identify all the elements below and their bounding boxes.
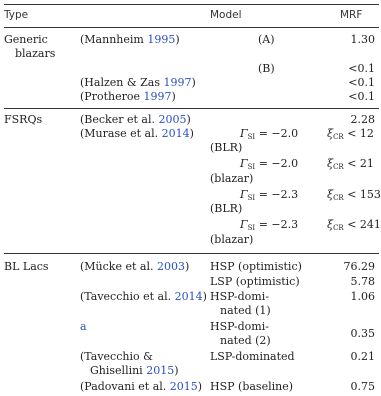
citation-link[interactable]: 1997 bbox=[163, 76, 192, 89]
xi-cr-value: $\xi_{CR} < 21$ bbox=[327, 157, 374, 171]
gamma-si-value: $\Gamma_{SI} = -2.0$ bbox=[240, 127, 299, 141]
reference: (Protheroe 1997) bbox=[80, 90, 176, 103]
gamma-si-value: $\Gamma_{SI} = -2.0$ bbox=[240, 157, 299, 171]
mrf-value: 0.21 bbox=[350, 350, 375, 363]
mrf-value: 1.06 bbox=[350, 290, 375, 303]
reference: (Padovani et al. 2015) bbox=[80, 380, 203, 393]
mrf-value: 5.78 bbox=[350, 275, 375, 288]
reference: (Mannheim 1995) bbox=[80, 33, 180, 46]
citation-link[interactable]: 2014 bbox=[161, 127, 190, 140]
citation-link[interactable]: 2015 bbox=[169, 380, 198, 393]
mrf-value: 2.28 bbox=[350, 113, 375, 126]
citation-link[interactable]: a bbox=[80, 320, 87, 333]
citation-link[interactable]: 1995 bbox=[147, 33, 176, 46]
model: HSP-domi- bbox=[210, 320, 269, 333]
model: LSP-dominated bbox=[210, 350, 295, 363]
model: HSP-domi- bbox=[210, 290, 269, 303]
xi-cr-value: $\xi_{CR} < 153$ bbox=[327, 188, 381, 202]
citation-link[interactable]: 2005 bbox=[158, 113, 187, 126]
model-cont: nated (1) bbox=[220, 304, 271, 317]
reference: (Tavecchio et al. 2014) bbox=[80, 290, 207, 303]
model: (B) bbox=[258, 62, 275, 75]
reference: (Mücke et al. 2003) bbox=[80, 260, 190, 273]
header-model: Model bbox=[210, 9, 242, 21]
type-label: FSRQs bbox=[4, 113, 43, 126]
type-label-cont: blazars bbox=[15, 47, 56, 60]
model-note: (blazar) bbox=[210, 172, 254, 185]
model-note: (BLR) bbox=[210, 141, 243, 154]
header-mrf: MRF bbox=[340, 9, 363, 21]
type-label: BL Lacs bbox=[4, 260, 49, 273]
mrf-value: <0.1 bbox=[348, 76, 375, 89]
citation-link[interactable]: 2003 bbox=[156, 260, 185, 273]
model: LSP (optimistic) bbox=[210, 275, 300, 288]
gamma-si-value: $\Gamma_{SI} = -2.3$ bbox=[240, 188, 299, 202]
reference: (Tavecchio & bbox=[80, 350, 153, 363]
type-label: Generic bbox=[4, 33, 48, 46]
reference: (Halzen & Zas 1997) bbox=[80, 76, 196, 89]
gamma-si-value: $\Gamma_{SI} = -2.3$ bbox=[240, 218, 299, 232]
mrf-value: 0.75 bbox=[350, 380, 375, 393]
section-rule bbox=[4, 253, 379, 254]
section-rule bbox=[4, 108, 379, 109]
xi-cr-value: $\xi_{CR} < 12$ bbox=[327, 127, 374, 141]
reference-cont: Ghisellini 2015) bbox=[90, 364, 179, 377]
reference: (Becker et al. 2005) bbox=[80, 113, 191, 126]
xi-cr-value: $\xi_{CR} < 241$ bbox=[327, 218, 381, 232]
model: HSP (baseline) bbox=[210, 380, 293, 393]
citation-link[interactable]: 2015 bbox=[146, 364, 175, 377]
citation-link[interactable]: 1997 bbox=[143, 90, 172, 103]
mrf-value: 1.30 bbox=[350, 33, 375, 46]
header-type: Type bbox=[4, 9, 29, 21]
model-note: (BLR) bbox=[210, 202, 243, 215]
top-rule bbox=[4, 4, 379, 5]
reference: (Murase et al. 2014) bbox=[80, 127, 194, 140]
mrf-value: <0.1 bbox=[348, 90, 375, 103]
mrf-value: <0.1 bbox=[348, 62, 375, 75]
model-cont: nated (2) bbox=[220, 334, 271, 347]
model: (A) bbox=[258, 33, 275, 46]
header-rule bbox=[4, 27, 379, 28]
model-note: (blazar) bbox=[210, 233, 254, 246]
model: HSP (optimistic) bbox=[210, 260, 302, 273]
mrf-value: 76.29 bbox=[343, 260, 375, 273]
mrf-value: 0.35 bbox=[350, 327, 375, 340]
citation-link[interactable]: 2014 bbox=[174, 290, 203, 303]
